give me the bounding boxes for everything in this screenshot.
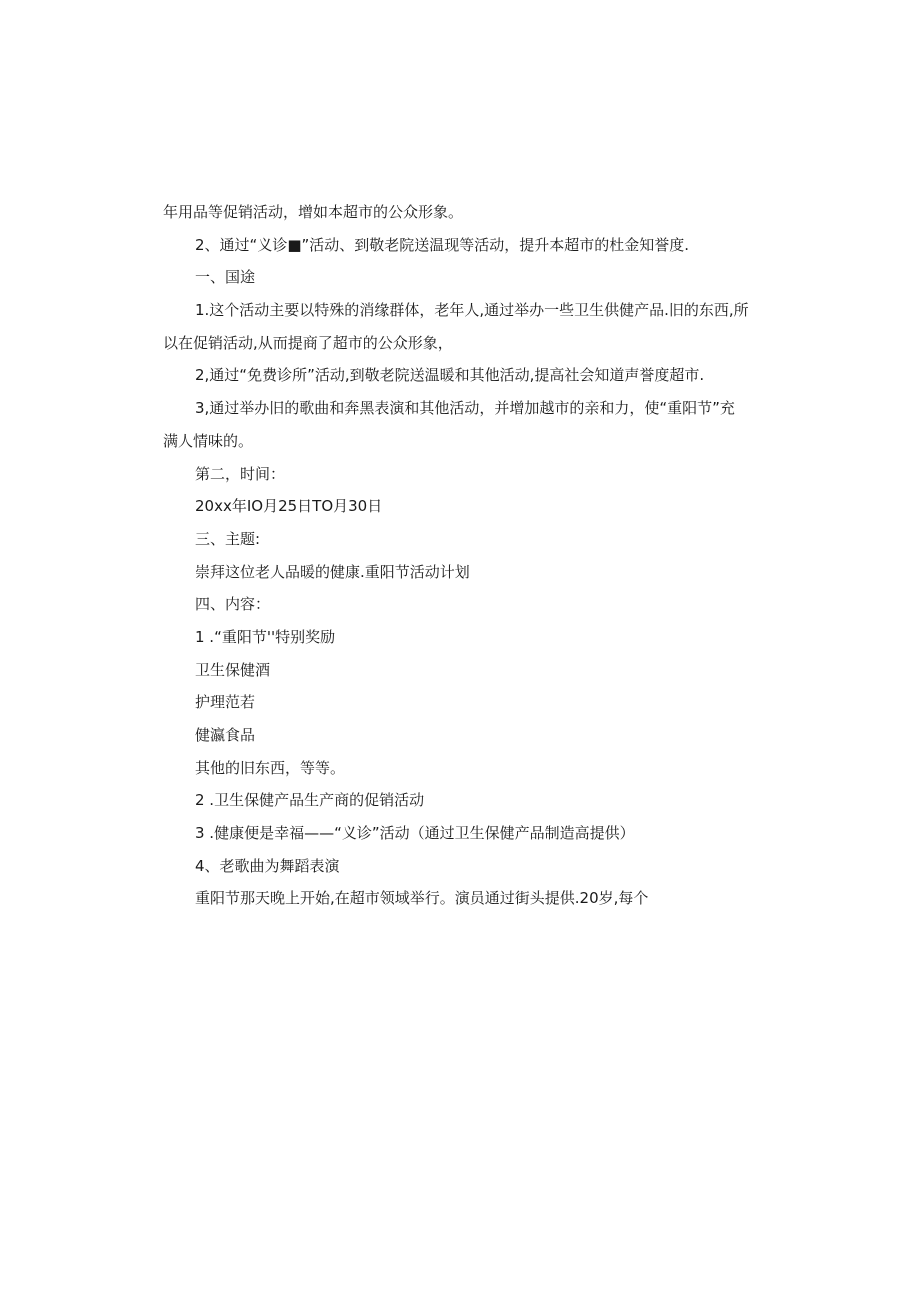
text-line: 2,通过“免费诊所”活动,到敬老院送温暖和其他活动,提高社会知道声誉度超市.: [195, 366, 705, 385]
text-line: 满人情味的。: [163, 431, 254, 450]
text-line: 3,通过举办旧的歌曲和奔黑表演和其他活动，并增加越市的亲和力，使“重阳节”充: [195, 399, 735, 418]
text-line: 以在促销活动,从而提商了超市的公众形象，: [163, 333, 453, 352]
text-line: 1.这个活动主要以特殊的消缘群体，老年人,通过举办一些卫生供健产品.旧的东西,所: [195, 301, 749, 320]
text-line: 卫生保健酒: [195, 660, 271, 679]
text-line: 一、国途: [195, 268, 256, 287]
text-line: 年用品等促销活动，增如本超市的公众形象。: [163, 203, 464, 221]
text-line: 其他的旧东西，等等。: [195, 758, 346, 777]
text-line: 1 .“重阳节''特别奖励: [195, 627, 336, 646]
text-line: 三、主题:: [195, 529, 261, 548]
text-line: 崇拜这位老人品暖的健康.重阳节活动计划: [195, 562, 470, 581]
text-line: 第二，时间：: [195, 464, 286, 483]
text-line: 护理范若: [195, 693, 256, 712]
text-line: 重阳节那天晚上开始,在超市领域举行。演员通过街头提供.20岁,每个: [195, 889, 649, 908]
document-body: [163, 196, 763, 915]
text-line: 2 .卫生保健产品生产商的促销活动: [195, 791, 425, 810]
text-line: 2、通过“义诊■”活动、到敬老院送温现等活动，提升本超市的杜金知誉度.: [195, 235, 690, 254]
text-line: 4、老歌曲为舞蹈表演: [195, 856, 340, 875]
text-line: 20xx年IO月25日TO月30日: [195, 497, 383, 516]
text-line: 健瀛食品: [195, 726, 256, 744]
text-line: 四、内容：: [195, 595, 271, 614]
text-line: 3 .健康便是幸福——“义诊”活动（通过卫生保健产品制造高提供）: [195, 824, 635, 843]
